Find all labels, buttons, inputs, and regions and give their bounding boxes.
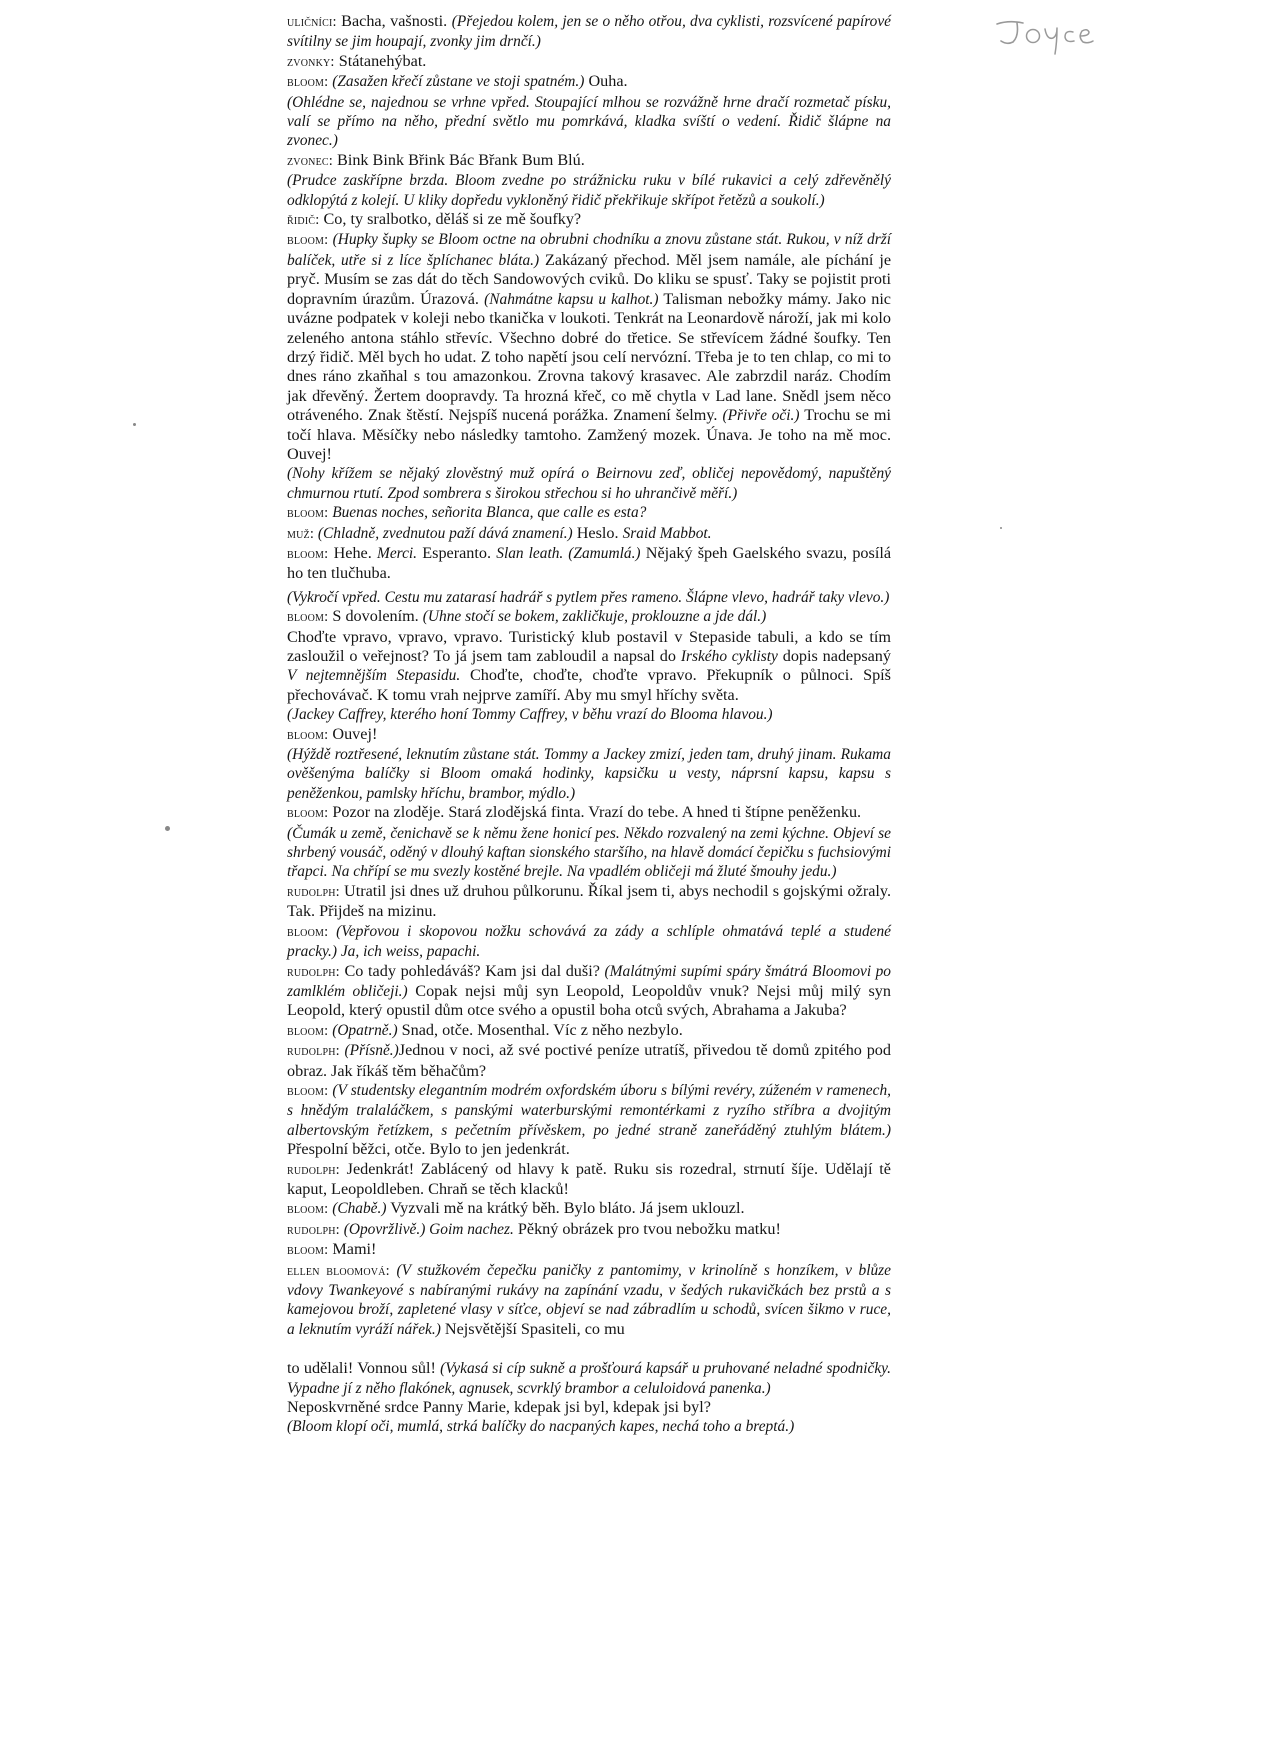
- stage-direction: [287, 628, 891, 706]
- italic-text: (Bloom klopí oči, mumlá, strká balíčky do nacpaných kapes, nechá toho a breptá.): [287, 1418, 795, 1436]
- roman-text: Snad, otče. Mosenthal. Víc z něho nezbylo.: [397, 1020, 683, 1039]
- speaker-name: muž:: [287, 525, 315, 542]
- italic-text: (Přísně.): [339, 1042, 399, 1060]
- italic-text: (V studentsky elegantním modrém oxfordském úboru s bílými revéry, zúženém v ramenech, s hnědým tralaláčkem, s panskými waterburskými remontérkami z ryzího stříbra a dvojitým albertovským řetízkem, s pečetním přívěskem, po jedné straně zaneřáděný ztuhlým blátem.): [287, 1081, 891, 1139]
- speaker-name: rudolph:: [287, 1161, 340, 1178]
- speaker-name: bloom:: [287, 232, 329, 249]
- dialogue-line: [287, 52, 891, 72]
- speaker-name: bloom:: [287, 1201, 329, 1218]
- italic-text: (Přivře oči.): [722, 407, 800, 425]
- scan-speck: [133, 423, 136, 426]
- speaker-name: bloom:: [287, 1082, 329, 1099]
- roman-text: Mami!: [328, 1240, 377, 1259]
- dialogue-line: [287, 524, 891, 544]
- roman-text: dopis nadepsaný: [777, 647, 891, 665]
- italic-text: (Prudce zaskřípne brzda. Bloom zvedne po strážnicku ruku v bílé rukavici a celý zdřevěnělý odklopýtá z kolejí. U kliky dopředu vykloněný řidič překřikuje skřípot řetězů a soukolí.): [287, 172, 891, 209]
- roman-text: Nejsvětější Spasiteli, co mu: [440, 1319, 625, 1338]
- roman-text: Bink Bink Břink Bác Břank Bum Blú.: [332, 150, 585, 169]
- roman-text: Co tady pohledáváš? Kam jsi dal duši?: [339, 961, 605, 980]
- roman-text: Státanehýbat.: [334, 51, 427, 70]
- dialogue-line: [287, 1160, 891, 1200]
- stage-direction: [287, 1359, 891, 1398]
- italic-text: (Ohlédne se, najednou se vrhne vpřed. Stoupající mlhou se rozvážně hrne dračí rozmetač písku, valí se přímo na něho, přední světlo mu pomrkává, kladka svíští o vedení. Řidič šlápne na zvonec.): [287, 93, 891, 150]
- dialogue-line: [287, 607, 891, 627]
- speaker-name: uličníci:: [287, 14, 337, 30]
- italic-text: (Hýždě roztřesené, leknutím zůstane stát. Tommy a Jackey zmizí, jeden tam, druhý jinam. Rukama ověšenýma balíčky si Bloom omaká hodinky, kapsičku u vesty, náprsní kapsu, kapsu s peněženkou, pamlsky hříchu, brambor, mýdlo.): [287, 746, 891, 802]
- italic-text: (Opovržlivě.) Goim nachez.: [339, 1220, 514, 1238]
- dialogue-line: [287, 1220, 891, 1240]
- roman-text: Trochu se mi točí hlava. Měsíčky nebo následky tamtoho. Zamžený mozek. Únava. Je toho na mě moc. Ouvej!: [287, 406, 891, 463]
- dialogue-line: [287, 503, 891, 523]
- dialogue-line: [287, 922, 891, 962]
- handwritten-joyce-signature: [995, 14, 1105, 60]
- speaker-name: řidič:: [287, 212, 320, 229]
- dialogue-line: [287, 1021, 891, 1041]
- italic-text: Buenas noches, señorita Blanca, que calle es esta?: [328, 504, 647, 522]
- italic-text: Sraid Mabbot.: [622, 524, 712, 542]
- dialogue-line: [287, 12, 891, 52]
- italic-text: (Malátnými supími spáry šmátrá Bloomovi po zamlklém obličeji.): [287, 962, 891, 1000]
- roman-text: Choďte vpravo, vpravo, vpravo. Turistický klub postavil v Stepaside tabuli, a kdo se tím zasloužil o veřejnost? To já jsem tam zabloudil a napsal do: [287, 627, 891, 665]
- speaker-name: bloom:: [287, 923, 329, 940]
- speaker-name: bloom:: [287, 74, 329, 91]
- roman-text: Zakázaný přechod. Měl jsem namále, ale píchání je pryč. Musím se zas dát do těch Sandowových cviků. Do kliku se spusť. Taky se pojistit proti dopravním úrazům. Úrazová.: [287, 250, 892, 308]
- dialogue-line: [287, 1240, 891, 1260]
- roman-text: Utratil jsi dnes už druhou půlkorunu. Říkal jsem ti, abys nechodil s gojskými ožraly. Tak. Přijdeš na mizinu.: [287, 881, 891, 921]
- dialogue-line: [287, 1041, 891, 1081]
- italic-text: (Opatrně.): [328, 1021, 398, 1039]
- dialogue-line: [287, 1199, 891, 1219]
- italic-text: (Nohy křížem se nějaký zlověstný muž opírá o Beirnovu zeď, obličej nepovědomý, napuštěný chmurnou rtutí. Zpod sombrera s širokou střechou si ho uhrančivě měří.): [287, 465, 891, 502]
- roman-text: Neposkvrněné srdce Panny Marie, kdepak jsi byl, kdepak jsi byl?: [287, 1398, 711, 1417]
- italic-text: (Hupky šupky se Bloom octne na obrubni chodníku a znovu zůstane stát. Rukou, v níž drží balíček, utře si z líce šplíchanec bláta.): [287, 231, 891, 269]
- stage-direction: [287, 464, 891, 503]
- speaker-name: rudolph:: [287, 883, 340, 900]
- italic-text: (Vykročí vpřed. Cestu mu zatarasí hadrář s pytlem přes rameno. Šlápne vlevo, hadrář taky vlevo.): [287, 588, 890, 606]
- roman-text: Copak nejsi můj syn Leopold, Leopoldův vnuk? Nejsi můj milý syn Leopold, který opustil dům otce svého a opustil boha otců svých, Abrahama a Jakuba?: [287, 981, 891, 1020]
- roman-text: to udělali! Vonnou sůl!: [287, 1359, 441, 1378]
- roman-text: Pěkný obrázek pro tvou nebožku matku!: [513, 1219, 781, 1238]
- dialogue-line: [287, 962, 891, 1021]
- roman-text: Jedenkrát! Zablácený od hlavy k patě. Ruku sis rozedral, strnutí šíje. Udělají tě kaput, Leopoldleben. Chraň se těch klacků!: [287, 1159, 891, 1198]
- scan-speck: [165, 826, 170, 831]
- roman-text: Pozor na zloděje. Stará zlodějská finta. Vrazí do tebe. A hned ti štípne peněženku.: [328, 803, 862, 822]
- italic-text: (Přejedou kolem, jen se o něho otřou, dva cyklisti, rozsvícené papírové svítilny se jim houpají, zvonky jim drnčí.): [287, 13, 891, 51]
- roman-text: Co, ty sralbotko, děláš si ze mě šoufky?: [319, 210, 582, 229]
- stage-direction: [287, 1398, 891, 1417]
- speaker-name: bloom:: [287, 505, 329, 522]
- roman-text: Hehe.: [328, 543, 377, 562]
- dialogue-line: [287, 803, 891, 823]
- dialogue-line: [287, 725, 891, 745]
- dialogue-line: [287, 72, 891, 92]
- italic-text: Irského cyklisty: [680, 648, 778, 665]
- speaker-name: bloom:: [287, 805, 329, 822]
- speaker-name: zvonec:: [287, 152, 333, 169]
- dialogue-line: [287, 1261, 891, 1340]
- dialogue-line: [287, 882, 891, 922]
- italic-text: Merci.: [377, 544, 418, 562]
- roman-text: Esperanto.: [417, 543, 497, 562]
- roman-text: Choďte, choďte, choďte vpravo. Překupník o půlnoci. Spíš přechovávač. K tomu vrah nejprve zamíří. Aby mu smyl hříchy světa.: [287, 666, 891, 704]
- italic-text: (V stužkovém čepečku paničky z pantomimy, v krinolíně s honzíkem, v blůze vdovy Twankeyové s nabíranými rukávy na zapínání vzadu, v šedých rukavičkách bez prstů a s kamejovou broží, zapletené vlasy v síťce, objeví se nad zábradlím u schodů, svícen šikmo v ruce, a leknutím vyráží nářek.): [287, 1261, 891, 1338]
- speaker-name: rudolph:: [287, 963, 340, 980]
- italic-text: (Zasažen křečí zůstane ve stoji spatném.): [328, 73, 585, 91]
- document-text-column: [287, 12, 891, 1437]
- roman-text: Ouha.: [584, 72, 628, 91]
- roman-text: Jednou v noci, až své poctivé peníze utratíš, přivedou tě domů zpitého pod obraz. Jak říkáš těm běhačům?: [287, 1041, 891, 1080]
- speaker-name: rudolph:: [287, 1221, 340, 1238]
- stage-direction: [287, 824, 891, 882]
- scan-speck: [1000, 527, 1002, 529]
- roman-text: Talisman nebožky mámy. Jako nic uvázne podpatek v koleji nebo tkanička v loukoti. Tenkrát na Leonardově nároží, jak mi kolo zeleného antona stáhlo střevíc. Všechno dobré do třetice. Se střevícem žádné šoufky. Ten drzý řidič. Měl bych ho udat. Z toho napětí jsou celí nervózní. Třeba je to ten chlap, co mi to dnes ráno zkaňhal s tou amazonkou. Zrovna takový krasavec. Ale zabrzdil naráz. Chodím jak dřevěný. Žertem doopravdy. Ta hrozná křeč, co mě chytla v Lad lane. Snědl jsem něco otráveného. Znak štěstí. Nejspíš nucená porážka. Znamení šelmy.: [287, 289, 891, 425]
- speaker-name: bloom:: [287, 1022, 329, 1039]
- stage-direction: [287, 93, 891, 151]
- roman-text: Bacha, vašnosti.: [336, 12, 452, 30]
- italic-text: (Chabě.): [328, 1200, 387, 1218]
- dialogue-line: [287, 1081, 891, 1160]
- roman-text: Ouvej!: [328, 724, 378, 743]
- speaker-name: zvonky:: [287, 53, 335, 70]
- italic-text: (Vepřovou i skopovou nožku schovává za zády a schlíple ohmatává teplé a studené pracky.) Ja, ich weiss, papachi.: [287, 922, 891, 961]
- dialogue-line: [287, 151, 891, 171]
- dialogue-line: [287, 210, 891, 230]
- stage-direction: [287, 705, 891, 724]
- stage-direction: [287, 745, 891, 803]
- italic-text: (Uhne stočí se bokem, zakličkuje, proklouzne a jde dál.): [422, 608, 767, 626]
- dialogue-line: [287, 544, 891, 584]
- stage-direction: [287, 588, 891, 607]
- italic-text: V nejtemnějším Stepasidu.: [287, 667, 461, 685]
- roman-text: Nějaký špeh Gaelského svazu, posílá ho ten tlučhuba.: [287, 543, 892, 583]
- stage-direction: [287, 1417, 891, 1436]
- speaker-name: bloom:: [287, 609, 329, 626]
- speaker-name: bloom:: [287, 726, 329, 743]
- roman-text: S dovolením.: [328, 607, 423, 626]
- speaker-name: ellen bloomová:: [287, 1262, 390, 1279]
- italic-text: (Čumák u země, čenichavě se k němu žene honicí pes. Někdo rozvalený na zemi kýchne. Objeví se shrbený vousáč, oděný v dlouhý kaftan sionského staršího, na hlavě domácí čepičku s fuchsiovými třapci. Na chřípí se mu svezly kostěné brejle. Na vpadlém obličeji má žluté šmouhy jedu.): [287, 824, 891, 881]
- italic-text: (Chladně, zvednutou paží dává znamení.): [314, 524, 573, 542]
- italic-text: (Vykasá si cíp sukně a prošťourá kapsář u pruhované neladné spodničky. Vypadne jí z něho flakónek, agnusek, scvrklý brambor a celuloidová panenka.): [287, 1360, 891, 1397]
- dialogue-line: [287, 230, 891, 464]
- speaker-name: rudolph:: [287, 1043, 340, 1060]
- italic-text: (Jackey Caffrey, kterého honí Tommy Caffrey, v běhu vrazí do Blooma hlavou.): [287, 706, 773, 724]
- roman-text: Vyzvali mě na krátký běh. Bylo bláto. Já jsem uklouzl.: [386, 1199, 745, 1218]
- stage-direction: [287, 171, 891, 210]
- italic-text: Slan leath. (Zamumlá.): [496, 544, 641, 562]
- roman-text: Přespolní běžci, otče. Bylo to jen jedenkrát.: [287, 1140, 570, 1159]
- speaker-name: bloom:: [287, 1242, 329, 1259]
- speaker-name: bloom:: [287, 545, 329, 562]
- roman-text: Heslo.: [572, 523, 623, 542]
- italic-text: (Nahmátne kapsu u kalhot.): [484, 290, 659, 308]
- handwritten-note: [995, 14, 1105, 60]
